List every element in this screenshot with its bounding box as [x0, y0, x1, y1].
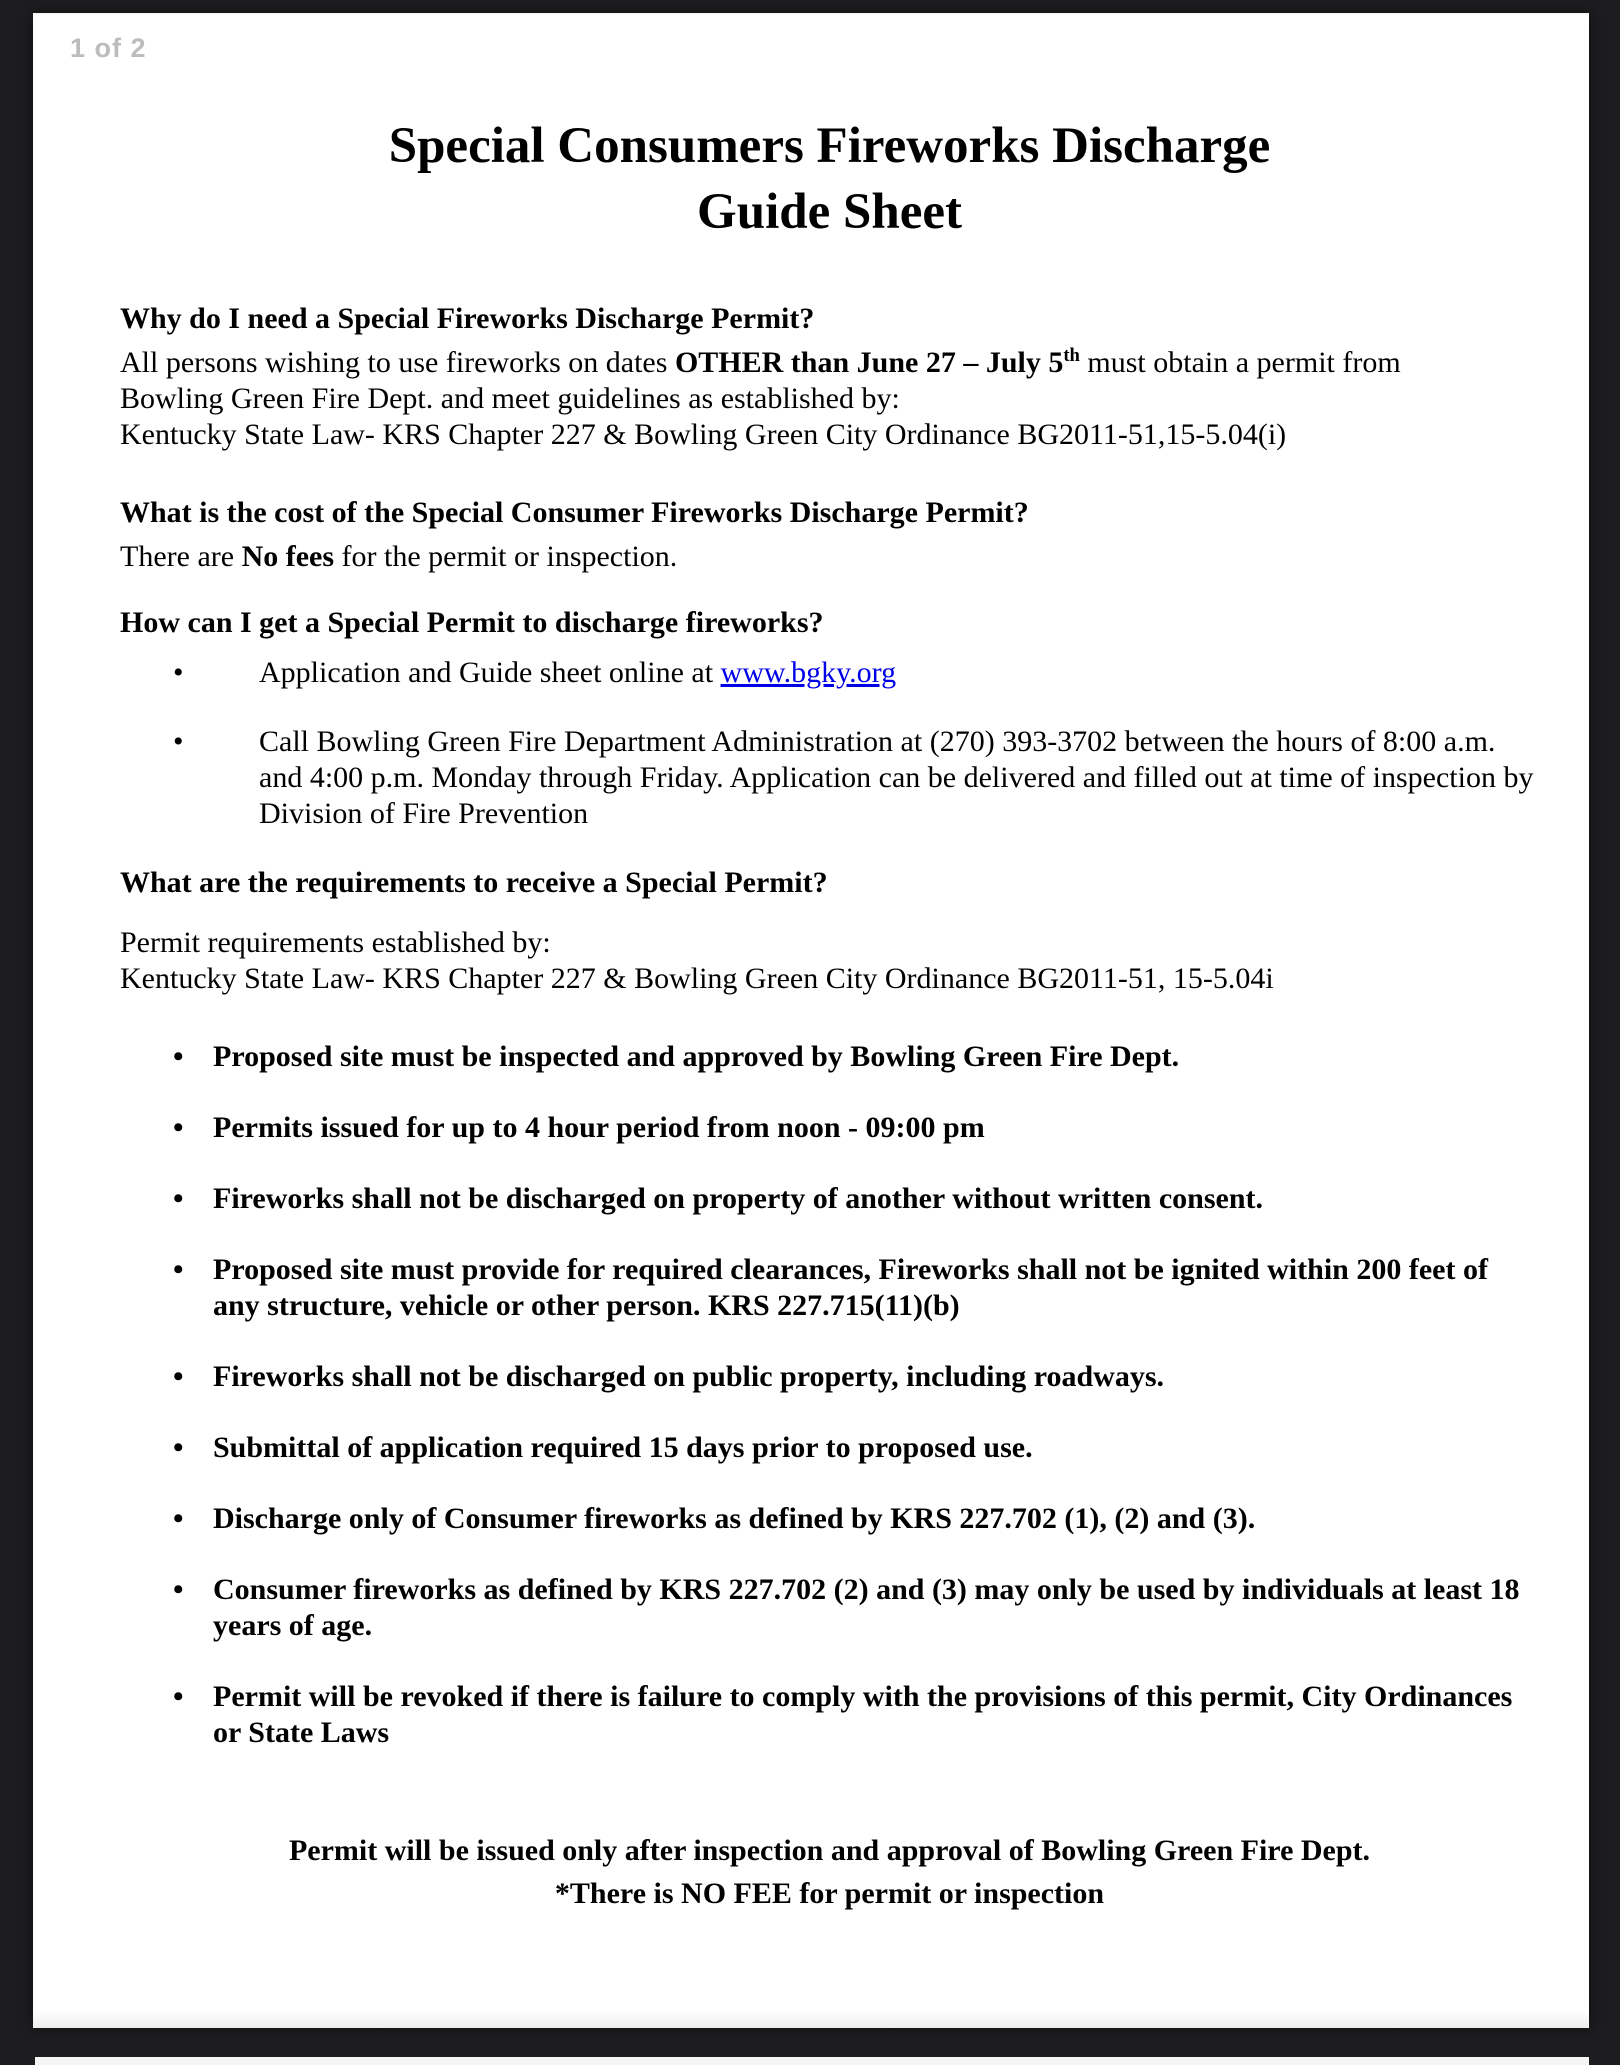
requirement-item-clearances: [120, 1252, 1539, 1324]
list-item-text: [213, 1360, 1164, 1393]
text-run: Kentucky State Law- KRS Chapter 227 & Bowling Green City Ordinance BG2011-51, 15-5.04i: [120, 962, 1274, 995]
title-line-2: Guide Sheet: [697, 184, 962, 240]
text-run: th: [1063, 345, 1080, 366]
section-heading-requirements: What are the requirements to receive a Special Permit?: [120, 866, 828, 899]
bgky-org-link[interactable]: www.bgky.org: [720, 656, 897, 689]
text-run: All persons wishing to use fireworks on dates: [120, 346, 675, 379]
text-run: Proposed site must be inspected and approved by Bowling Green Fire Dept.: [213, 1040, 1180, 1073]
requirement-item-submittal-15-days: [120, 1430, 1539, 1466]
requirement-item-written-consent: [120, 1181, 1539, 1217]
list-item-text: [213, 1573, 1520, 1642]
requirement-item-permit-hours: [120, 1110, 1539, 1146]
list-item-text: [213, 1040, 1179, 1073]
text-run: Discharge only of Consumer fireworks as defined by KRS 227.702 (1), (2) and (3).: [213, 1502, 1256, 1535]
footer-note: [120, 1829, 1539, 1915]
document-page-1: [33, 13, 1589, 2028]
text-run: Bowling Green Fire Dept. and meet guidelines as established by:: [120, 382, 900, 415]
text-run: Submittal of application required 15 days prior to proposed use.: [213, 1431, 1033, 1464]
text-run: Fireworks shall not be discharged on public property, including roadways.: [213, 1360, 1164, 1393]
section-heading-why-permit: Why do I need a Special Fireworks Discharge Permit?: [120, 302, 815, 335]
text-run: No fees: [241, 540, 335, 573]
text-run: Permits issued for up to 4 hour period from noon - 09:00 pm: [213, 1111, 985, 1144]
page-indicator: 1 of 2: [70, 33, 147, 63]
text-run: Fireworks shall not be discharged on property of another without written consent.: [213, 1182, 1263, 1215]
text-run: for the permit or inspection.: [334, 540, 678, 573]
text-run: KRS 227.715(11)(b): [700, 1289, 960, 1322]
document-page-2-top-edge: [35, 2057, 1589, 2065]
requirement-item-revocation: [120, 1679, 1539, 1751]
section-body-cost: [120, 539, 1539, 575]
list-item-text: [213, 1502, 1255, 1535]
list-item-text: [213, 1111, 985, 1144]
requirement-item-age-18: [120, 1572, 1539, 1644]
document-content: [33, 113, 1589, 1915]
text-run: OTHER than June 27 – July 5: [674, 346, 1064, 379]
text-run: There are: [120, 540, 242, 573]
text-run: Proposed site must provide for required clearances, Fireworks shall not be ignited within 200 feet of any structure, vehicle or other person.: [213, 1253, 1488, 1322]
section-heading-how-to-get-permit: How can I get a Special Permit to discharge fireworks?: [120, 606, 824, 639]
list-item-text: [259, 725, 1533, 830]
text-run: must obtain a permit from: [1079, 346, 1401, 379]
list-item-text: [259, 656, 896, 689]
requirement-item-site-inspection: [120, 1039, 1539, 1075]
text-run: Permit requirements established by:: [120, 926, 551, 959]
list-item-call-fire-department: [120, 724, 1539, 832]
text-run: Call Bowling Green Fire Department Administration at (270) 393-3702 between the hours of 8:00 a.m. and 4:00 p.m. Monday through Friday. Application can be delivered and filled out at time of inspection by Division of Fire Prevention: [259, 725, 1534, 830]
list-item-text: [213, 1253, 1488, 1322]
section-heading-cost: What is the cost of the Special Consumer Fireworks Discharge Permit?: [120, 496, 1029, 529]
text-run: Application and Guide sheet online at: [259, 656, 721, 689]
footer-line-1: Permit will be issued only after inspection and approval of Bowling Green Fire Dept.: [288, 1834, 1371, 1867]
section-body-requirements-intro: [120, 925, 1539, 997]
title-line-1: Special Consumers Fireworks Discharge: [388, 118, 1271, 174]
document-title: [120, 113, 1539, 245]
requirements-list: [120, 1039, 1539, 1751]
requirement-item-consumer-fireworks-only: [120, 1501, 1539, 1537]
section-body-why-permit: [120, 345, 1539, 453]
list-item-apply-online: [120, 655, 1539, 691]
requirement-item-public-property: [120, 1359, 1539, 1395]
footer-line-2: *There is NO FEE for permit or inspection: [554, 1877, 1105, 1910]
text-run: Permit will be revoked if there is failure to comply with the provisions of this permit, City Ordinances or State Laws: [213, 1680, 1513, 1749]
text-run: Kentucky State Law- KRS Chapter 227 & Bowling Green City Ordinance BG2011-51,15-5.04(i): [120, 418, 1287, 451]
list-item-text: [213, 1182, 1263, 1215]
text-run: Consumer fireworks as defined by KRS 227.702 (2) and (3) may only be used by individuals at least 18 years of age.: [213, 1573, 1520, 1642]
list-item-text: [213, 1680, 1512, 1749]
how-to-apply-list: [120, 655, 1539, 832]
list-item-text: [213, 1431, 1033, 1464]
